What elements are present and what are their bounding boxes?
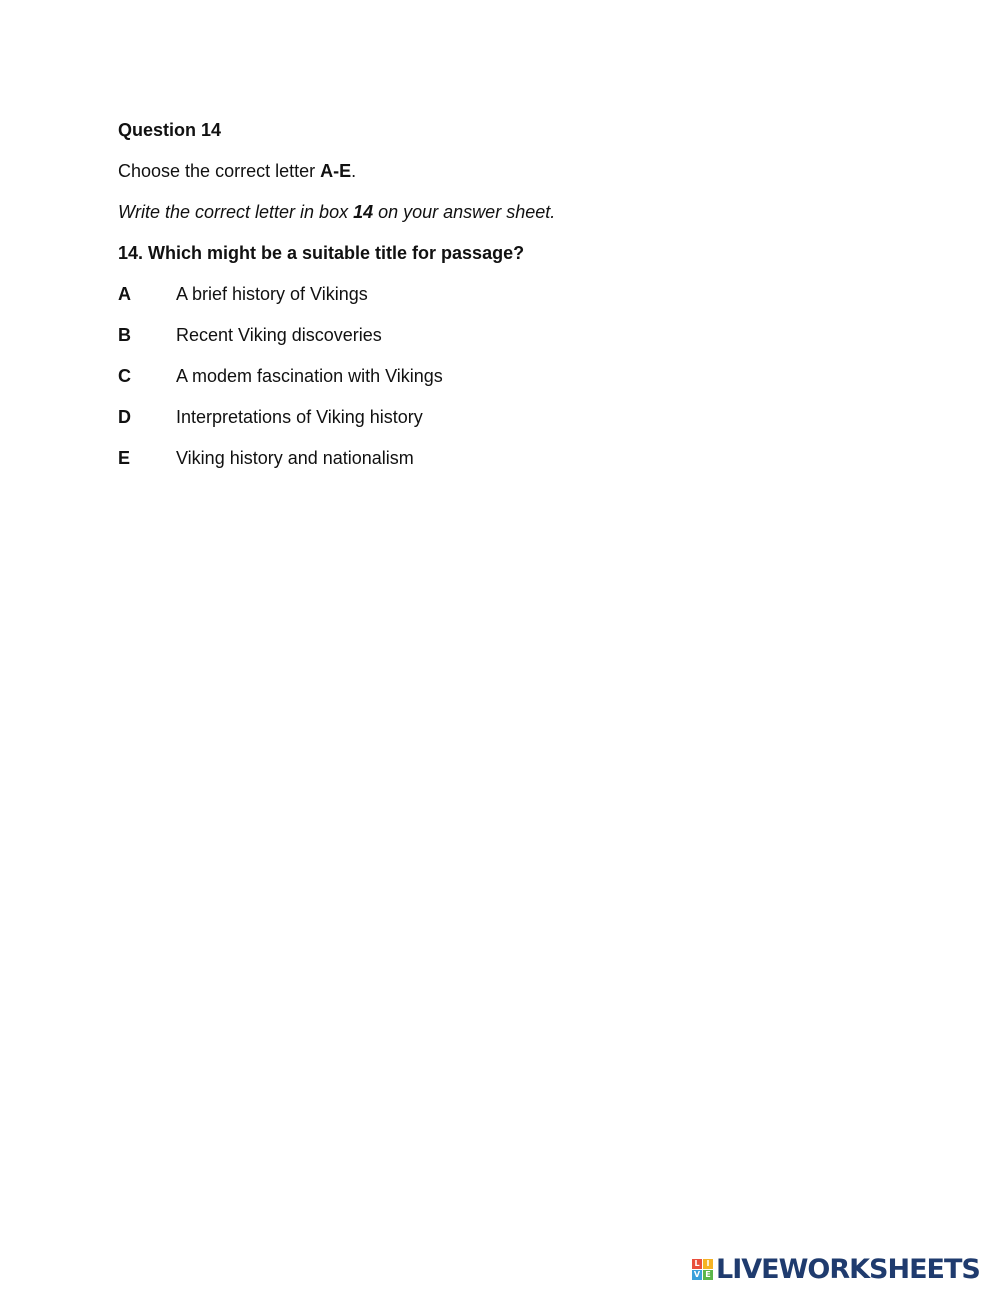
answer-sheet-note	[118, 200, 878, 224]
instruction-prefix: Choose the correct letter	[118, 161, 321, 181]
option-e[interactable]	[118, 446, 878, 470]
logo-mark-cell: L	[692, 1259, 702, 1269]
option-letter: A	[118, 284, 131, 304]
instruction-suffix: .	[351, 161, 357, 181]
option-letter: B	[118, 325, 131, 345]
option-text: A modem fascination with Vikings	[176, 366, 443, 386]
logo-mark-cell: I	[703, 1259, 713, 1269]
instruction-letter-range: A-E	[320, 161, 352, 181]
option-c[interactable]	[118, 364, 878, 388]
option-text: Interpretations of Viking history	[176, 407, 423, 427]
option-letter: C	[118, 366, 131, 386]
option-letter: D	[118, 407, 131, 427]
option-text: Recent Viking discoveries	[176, 325, 382, 345]
option-a[interactable]	[118, 282, 878, 306]
logo-text: LIVEWORKSHEETS	[716, 1253, 980, 1285]
answer-note-prefix: Write the correct letter in box	[118, 202, 354, 222]
liveworksheets-logo	[692, 1255, 980, 1283]
answer-box-number: 14	[353, 202, 374, 222]
option-text: A brief history of Vikings	[176, 284, 368, 304]
option-letter: E	[118, 448, 131, 468]
question-heading: Question 14	[118, 120, 222, 140]
question-sheet	[118, 118, 878, 487]
logo-mark-cell: V	[693, 1269, 701, 1279]
question-prompt: 14. Which might be a suitable title for passage?	[118, 243, 525, 263]
logo-mark-icon	[692, 1259, 713, 1280]
option-text: Viking history and nationalism	[176, 448, 414, 468]
option-b[interactable]	[118, 323, 878, 347]
logo-mark-cell: E	[703, 1270, 713, 1280]
answer-note-suffix: on your answer sheet.	[373, 202, 556, 222]
instruction-line	[118, 159, 878, 183]
option-d[interactable]	[118, 405, 878, 429]
